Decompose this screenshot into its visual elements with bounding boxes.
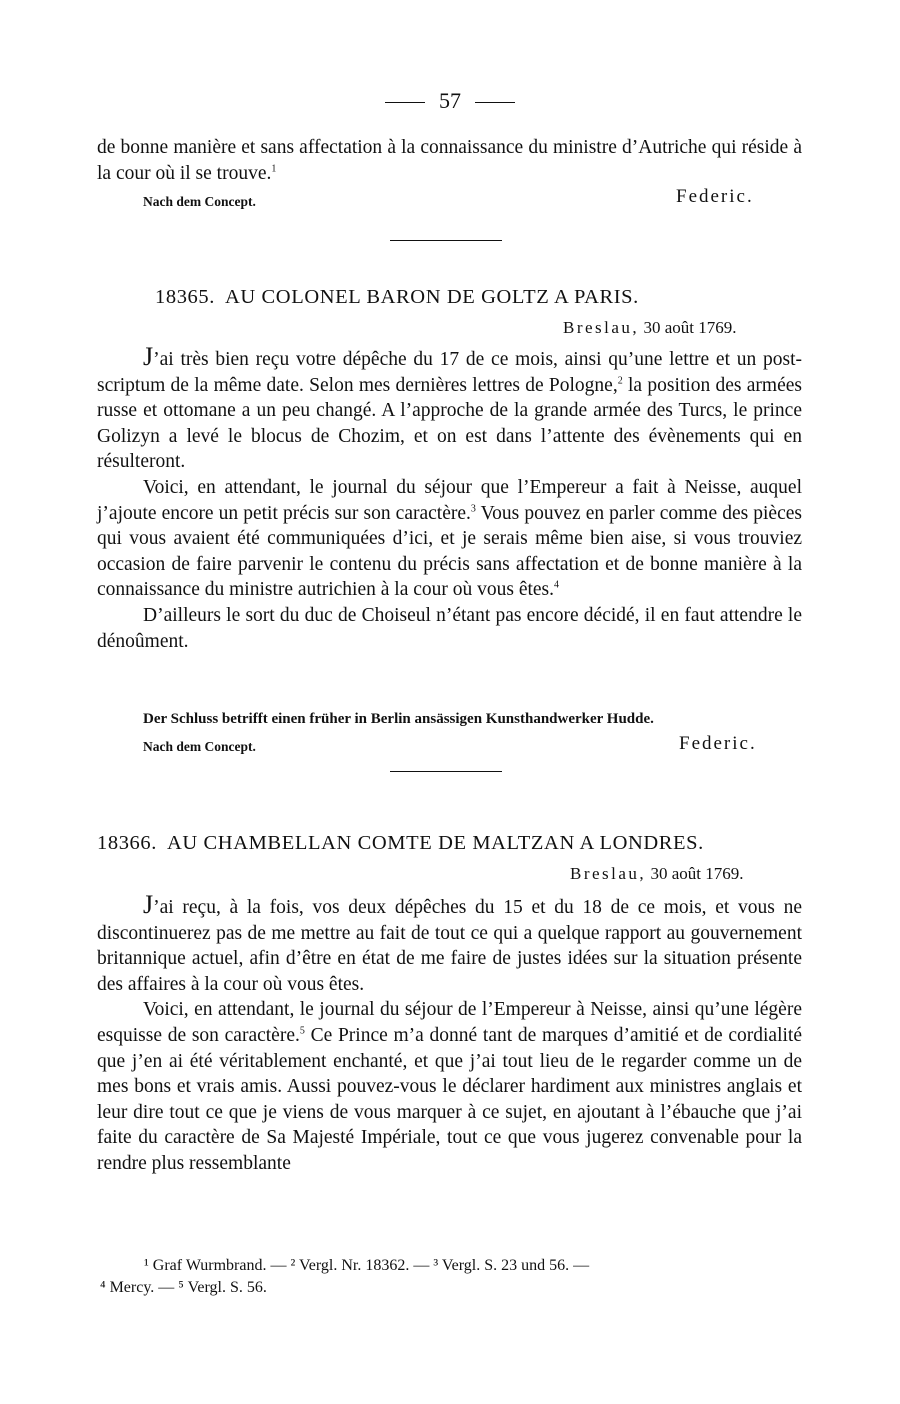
letter-title: AU COLONEL BARON DE GOLTZ A PARIS. [224, 286, 639, 308]
paragraph-text: D’ailleurs le sort du duc de Choiseul n’étant pas encore décidé, il en faut attendre le dénoûment. [97, 604, 802, 652]
footnote-line: ¹ Graf Wurmbrand. — ² Vergl. Nr. 18362. — ³ Vergl. S. 23 und 56. — [144, 1257, 590, 1274]
footnote-ref: 5 [299, 1025, 305, 1037]
signature: Federic. [676, 186, 754, 207]
paragraph-text: ’ai reçu, à la fois, vos deux dépêches du 15 et du 18 de ce mois, et vous ne discontinuerez pas de me mettre au fait de tout ce qui a quelque rapport au gouvernement britannique actuel, afin d’être en état de me faire de justes idées sur la situation présente des affaires à la cour où vous êtes. [97, 897, 802, 995]
date: 30 août 1769. [643, 318, 737, 337]
letter-body [97, 892, 802, 1177]
footnote-ref: 3 [470, 503, 476, 515]
editorial-note: Der Schluss betrifft einen früher in Berlin ansässigen Kunsthandwerker Hudde. [143, 711, 654, 727]
footnote-ref: 1 [271, 163, 277, 175]
dateline [563, 318, 736, 338]
date-place: Breslau, [563, 318, 640, 337]
paragraph-text: Ce Prince m’a donné tant de marques d’amitié et de cordialité que j’en ai été véritablement enchanté, et que j’ai tout lieu de le regarder comme un de mes bons et vrais amis. Aussi pouvez-vous le déclarer hardiment aux ministres anglais et leur dire tout ce que je viens de vous marquer à ce sujet, en ajoutant à l’ébauche que j’ai faite du caractère de Sa Majesté Impériale, tout ce que vous jugerez convenable pour la rendre plus ressemblante [97, 1024, 802, 1174]
letter-number: 18366. [97, 832, 157, 854]
source-note: Nach dem Concept. [143, 194, 256, 209]
letter-number: 18365. [155, 286, 215, 308]
paragraph-text: Voici, en attendant, le journal du séjour que l’Empereur a fait à Neisse, auquel j’ajoute encore un petit précis sur son caractère. [97, 476, 802, 524]
footnote-ref: 2 [617, 375, 623, 387]
continuation-text: de bonne manière et sans affectation à la connaissance du ministre d’Autriche qui réside à la cour où il se trouve. [97, 137, 802, 184]
letter-body [97, 344, 802, 654]
separator-rule [390, 771, 502, 772]
date: 30 août 1769. [650, 864, 744, 883]
initial-letter: J [143, 890, 154, 919]
letter-heading [155, 286, 860, 309]
page-number: 57 [439, 88, 461, 113]
date-place: Breslau, [570, 864, 647, 883]
source-note: Nach dem Concept. [143, 739, 256, 754]
paragraph-text: Voici, en attendant, le journal du séjour de l’Empereur à Neisse, ainsi qu’une légère esquisse de son caractère. [97, 999, 802, 1046]
letter-heading [97, 832, 802, 855]
paragraph-text: Vous pouvez en parler comme des pièces qui vous avaient été communiquées d’ici, et je serais même bien aise, si vous trouviez occasion de faire parvenir le contenu du précis sans affectation et de bonne manière à la connaissance du ministre autrichien à la cour où vous êtes. [97, 502, 802, 601]
paragraph-text: ’ai très bien reçu votre dépêche du 17 de ce mois, ainsi qu’une lettre et un post-scriptum de la même date. Selon mes dernières lettres de Pologne, [97, 349, 802, 396]
footnote-ref: 4 [554, 579, 560, 591]
dateline [570, 864, 743, 884]
paragraph-text: la position des armées russe et ottomane a un peu changé. A l’approche de la grande armée des Turcs, le prince Golizyn a levé le blocus de Chozim, et on est dans l’attente des évènements qui en résulteront. [97, 374, 802, 473]
header-dash-left [385, 102, 425, 103]
footnote-line: ⁴ Mercy. — ⁵ Vergl. S. 56. [100, 1279, 267, 1296]
initial-letter: J [143, 342, 154, 371]
footnotes [100, 1255, 805, 1299]
signature: Federic. [679, 733, 757, 754]
page-header [0, 88, 900, 114]
continuation-paragraph [97, 135, 802, 186]
separator-rule [390, 240, 502, 241]
header-dash-right [475, 102, 515, 103]
letter-title: AU CHAMBELLAN COMTE DE MALTZAN A LONDRES. [166, 832, 704, 854]
